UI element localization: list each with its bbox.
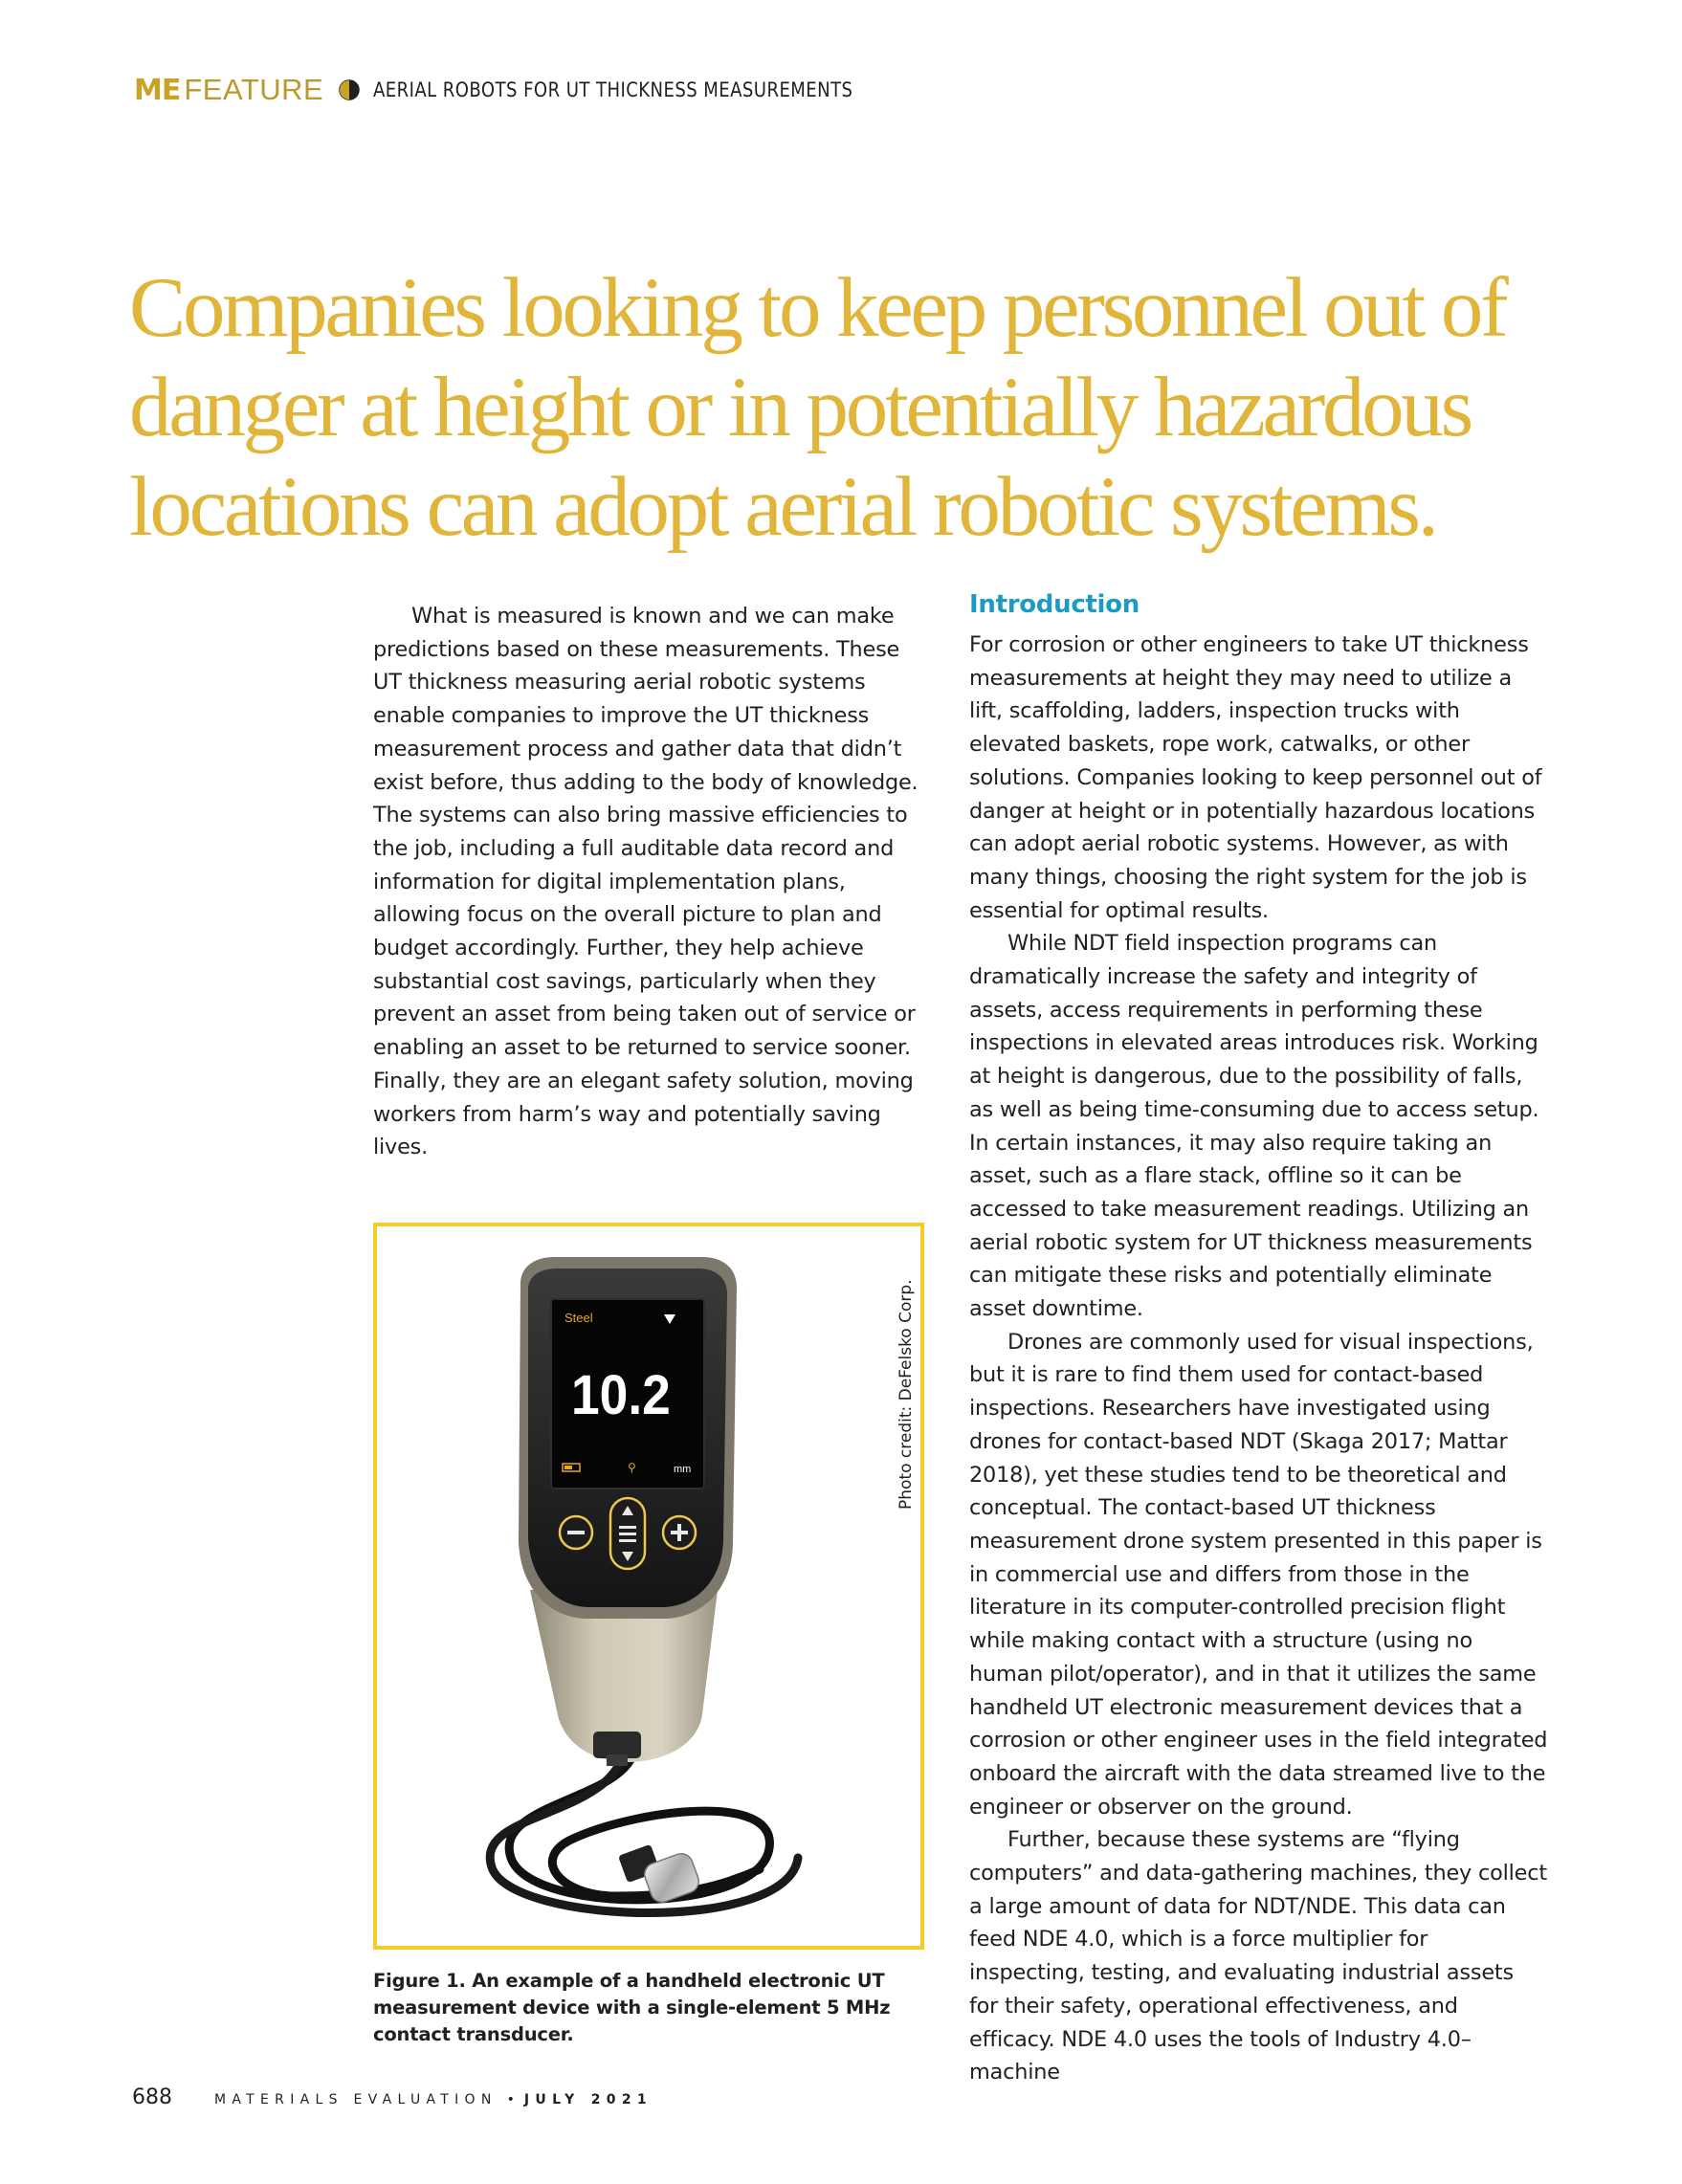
section-topic: AERIAL ROBOTS FOR UT THICKNESS MEASUREMENTS — [373, 78, 853, 101]
feature-label: FEATURE — [184, 73, 324, 106]
issue-date: JULY 2021 — [523, 2092, 653, 2107]
body-paragraph: Drones are commonly used for visual inspections, but it is rare to find them used for contact-based inspections. Researchers have investigated using drones for contact-based NDT (Skaga 2017; Mattar 2018), yet these studies tend to be theoretical and conceptual. The contact-based UT thickness measurement drone system presented in this paper is in commercial use and differs from those in the literature in its computer-controlled precision flight while making contact with a structure (using no human pilot/operator), and in that it utilizes the same handheld UT electronic measurement devices that a corrosion or other engineer uses in the field integrated onboard the aircraft with the data streamed live to the engineer or observer on the ground. — [969, 1329, 1548, 1820]
body-paragraph: For corrosion or other engineers to take UT thickness measurements at height they may need to utilize a lift, scaffolding, ladders, inspection trucks with elevated baskets, rope work, catwalks, or other solutions. Companies looking to keep personnel out of danger at height or in potentially hazardous locations can adopt aerial robotic systems. However, as with many things, choosing the right system for the job is essential for optimal results. — [969, 632, 1542, 923]
right-column — [969, 629, 1548, 2089]
coupling-icon: ⚲ — [628, 1461, 636, 1474]
page-footer — [132, 2085, 653, 2109]
body-paragraph: What is measured is known and we can make predictions based on these measurements. These UT thickness measuring aerial robotic systems enable companies to improve the UT thickness measurement process and gather data that didn’t exist before, thus adding to the body of knowledge. The systems can also bring massive efficiencies to the job, including a full auditable data record and information for digital implementation plans, allowing focus on the overall picture to plan and budget accordingly. Further, they help achieve substantial cost savings, particularly when they prevent an asset from being taken out of service or enabling an asset to be returned to service sooner. Finally, they are an elegant safety solution, moving workers from harm’s way and potentially saving lives. — [373, 604, 918, 1160]
running-header — [134, 71, 931, 109]
pull-quote-headline — [129, 258, 1545, 557]
section-heading-introduction: Introduction — [969, 590, 1140, 619]
thickness-reading: 10.2 — [571, 1363, 671, 1426]
half-circle-icon — [339, 79, 360, 100]
headline-line: locations can adopt aerial robotic systems. — [129, 460, 1436, 554]
headline-line: Companies looking to keep personnel out of — [129, 261, 1506, 355]
headline-line: danger at height or in potentially hazardous — [129, 361, 1471, 454]
magazine-name: MATERIALS EVALUATION — [214, 2092, 498, 2107]
left-column — [373, 600, 928, 1164]
figure-1-frame — [373, 1223, 924, 1950]
me-logo: ME — [134, 73, 181, 107]
figure-caption: Figure 1. An example of a handheld electronic UT measurement device with a single-element 5 MHz contact transducer. — [373, 1970, 891, 2045]
page-number: 688 — [132, 2085, 172, 2109]
photo-credit-text: Photo credit: DeFelsko Corp. — [896, 1279, 916, 1510]
ut-gauge-photo — [377, 1226, 920, 1946]
body-paragraph: Further, because these systems are “flying computers” and data-gathering machines, they collect a large amount of data for NDT/NDE. This data can feed NDE 4.0, which is a force multiplier for inspecting, testing, and evaluating industrial assets for their safety, operational effectiveness, and efficacy. NDE 4.0 uses the tools of Industry 4.0–machine — [969, 1827, 1547, 2085]
body-paragraph: While NDT field inspection programs can dramatically increase the safety and integrity of assets, access requirements in performing these inspections in elevated areas introduces risk. Working at height is dangerous, due to the possibility of falls, as well as being time-consuming due to access setup. In certain instances, it may also require taking an asset, such as a flare stack, offline so it can be accessed to take measurement readings. Utilizing an aerial robotic system for UT thickness measurements can mitigate these risks and potentially eliminate asset downtime. — [969, 931, 1539, 1322]
material-label: Steel — [564, 1311, 593, 1325]
footer-bullet: • — [506, 2092, 515, 2107]
unit-label: mm — [674, 1464, 692, 1475]
